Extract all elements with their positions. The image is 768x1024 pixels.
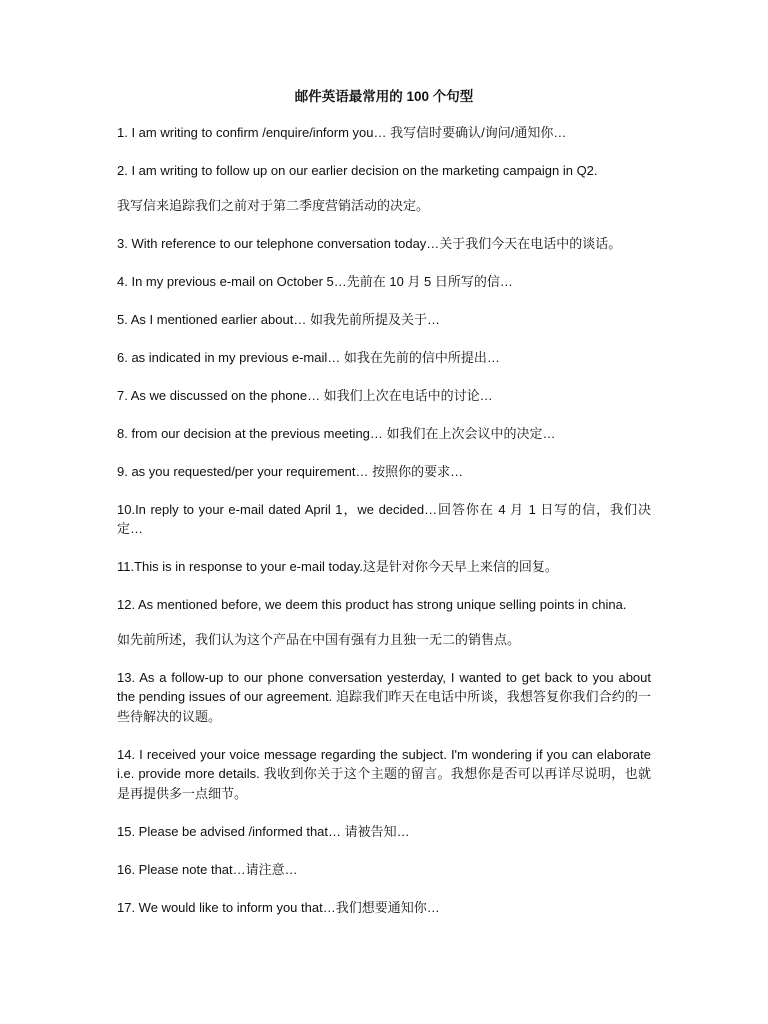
sentence-16: 16. Please note that…请注意… (117, 861, 298, 877)
sentence-11: 11.This is in response to your e-mail today.这是针对你今天早上来信的回复。 (117, 559, 558, 574)
sentence-9: 9. as you requested/per your requirement… 按照你的要求… (117, 463, 464, 479)
document-title: 邮件英语最常用的 100 个句型 (294, 89, 474, 104)
sentence-15: 15. Please be advised /informed that… 请被告知… (117, 823, 410, 839)
sentence-13: 13. As a follow-up to our phone conversation yesterday, I wanted to get back to you about the pending issues of our agreement. 追踪我们昨天在电话中所谈，我想答复你我们合约的一些待解决的议题。 (117, 669, 651, 724)
sentence-17: 17. We would like to inform you that…我们想要通知你… (117, 899, 440, 915)
sentence-3: 3. With reference to our telephone conversation today…关于我们今天在电话中的谈话。 (117, 235, 622, 251)
sentence-14: 14. I received your voice message regarding the subject. I'm wondering if you can elaborate i.e. provide more details. 我收到你关于这个主题的留言。我想你是否可以再详尽说明，也就是再提供多一点细节。 (117, 746, 651, 801)
sentence-2: 2. I am writing to follow up on our earlier decision on the marketing campaign in Q2. (117, 163, 598, 178)
sentence-1: 1. I am writing to confirm /enquire/inform you… 我写信时要确认/询问/通知你… (117, 125, 567, 140)
sentence-2-translation: 我写信来追踪我们之前对于第二季度营销活动的决定。 (117, 197, 430, 213)
sentence-8: 8. from our decision at the previous meeting… 如我们在上次会议中的决定… (117, 425, 556, 441)
sentence-12-translation: 如先前所述，我们认为这个产品在中国有强有力且独一无二的销售点。 (117, 631, 521, 647)
sentence-12: 12. As mentioned before, we deem this product has strong unique selling points in china. (117, 597, 627, 612)
sentence-7: 7. As we discussed on the phone… 如我们上次在电话中的讨论… (117, 387, 493, 403)
sentence-10: 10.In reply to your e-mail dated April 1，we decided…回答你在 4 月 1 日写的信，我们决定… (117, 501, 651, 536)
sentence-4: 4. In my previous e-mail on October 5…先前在 10 月 5 日所写的信… (117, 273, 513, 289)
sentence-6: 6. as indicated in my previous e-mail… 如我在先前的信中所提出… (117, 349, 500, 365)
sentence-5: 5. As I mentioned earlier about… 如我先前所提及关于… (117, 311, 440, 327)
